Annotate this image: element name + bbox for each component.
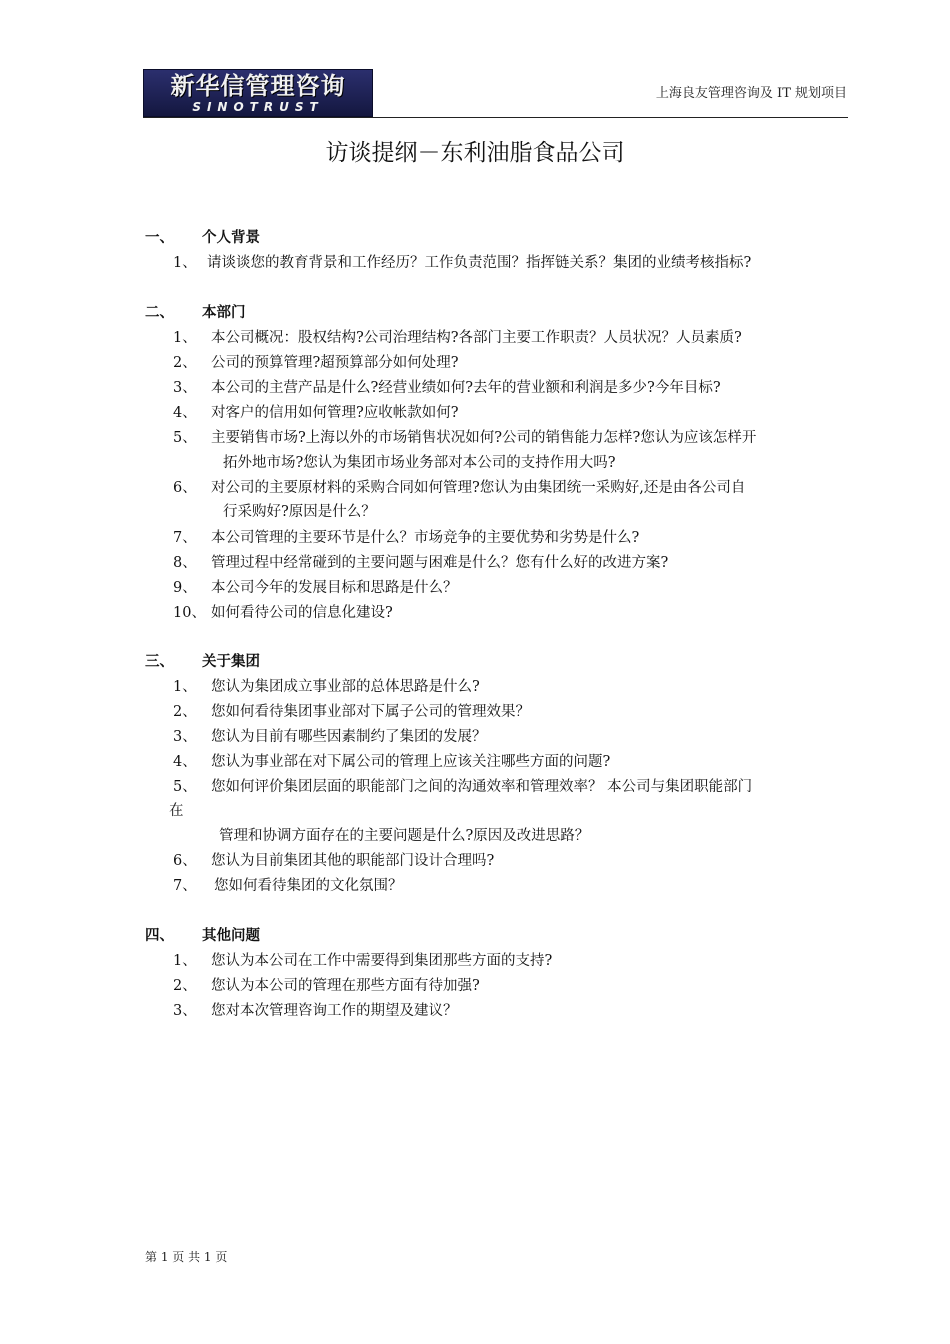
item-text: 您如何评价集团层面的职能部门之间的沟通效率和管理效率？ 本公司与集团职能部门 [211,779,753,795]
section-heading [145,228,260,248]
document-title: 访谈提纲－东利油脂食品公司 [325,140,625,166]
item-number: 6、 [173,480,197,496]
item-number: 7、 [173,878,197,894]
item-text: 您认为目前集团其他的职能部门设计合理吗? [211,853,495,869]
item-text: 您如何看待集团的文化氛围？ [214,878,403,894]
item-number: 9、 [173,580,197,596]
logo-chinese-text: 新华信管理咨询 [170,72,346,100]
item-text: 您认为集团成立事业部的总体思路是什么? [211,679,480,695]
item-number: 3、 [173,380,197,396]
page-footer: 第 1 页 共 1 页 [145,1250,228,1264]
item-number: 1、 [173,330,197,346]
item-text: 您如何看待集团事业部对下属子公司的管理效果？ [211,704,530,720]
item-text-continuation: 拓外地市场?您认为集团市场业务部对本公司的支持作用大吗? [223,455,616,471]
item-number: 1、 [173,679,197,695]
item-text: 您认为本公司的管理在那些方面有待加强? [211,978,480,994]
item-number: 2、 [173,978,197,994]
project-name: 上海良友管理咨询及 IT 规划项目 [655,86,847,101]
section-heading [145,652,260,672]
item-text: 管理过程中经常碰到的主要问题与困难是什么？您有什么好的改进方案? [211,555,669,571]
item-number: 7、 [173,530,197,546]
item-text: 您认为本公司在工作中需要得到集团那些方面的支持? [211,953,553,969]
item-number: 1、 [173,953,197,969]
item-number: 8、 [173,555,197,571]
item-text: 您对本次管理咨询工作的期望及建议？ [211,1003,458,1019]
item-text: 对客户的信用如何管理?应收帐款如何? [211,405,459,421]
item-text: 对公司的主要原材料的采购合同如何管理?您认为由集团统一采购好,还是由各公司自 [211,480,746,496]
item-number: 5、 [173,779,197,795]
item-text-wrap: 在 [169,803,184,819]
item-number: 5、 [173,430,197,446]
section-label: 个人背景 [202,229,260,246]
item-number: 4、 [173,754,197,770]
item-text: 公司的预算管理?超预算部分如何处理? [211,355,459,371]
item-text: 您认为目前有哪些因素制约了集团的发展？ [211,729,487,745]
item-text: 如何看待公司的信息化建设? [211,605,393,621]
section-number: 三、 [145,653,174,670]
item-number: 3、 [173,729,197,745]
item-number: 6、 [173,853,197,869]
item-text-continuation: 行采购好?原因是什么？ [223,504,376,520]
item-text: 本公司概况：股权结构?公司治理结构?各部门主要工作职责？人员状况？人员素质? [211,330,742,346]
item-text-continuation: 管理和协调方面存在的主要问题是什么?原因及改进思路？ [219,828,590,844]
sinotrust-logo [143,69,373,117]
item-text: 您认为事业部在对下属公司的管理上应该关注哪些方面的问题? [211,754,611,770]
section-label: 其他问题 [202,927,260,944]
item-number: 4、 [173,405,197,421]
item-text: 本公司今年的发展目标和思路是什么？ [211,580,458,596]
section-heading [145,303,246,323]
section-number: 二、 [145,304,174,321]
item-number: 3、 [173,1003,197,1019]
logo-english-text: SINOTRUST [192,100,324,114]
item-number: 2、 [173,355,197,371]
item-text: 本公司的主营产品是什么?经营业绩如何?去年的营业额和利润是多少?今年目标? [211,380,721,396]
item-number: 1、 [173,255,197,271]
section-number: 一、 [145,229,174,246]
section-heading [145,926,260,946]
item-text: 主要销售市场?上海以外的市场销售状况如何?公司的销售能力怎样?您认为应该怎样开 [211,430,757,446]
item-number: 2、 [173,704,197,720]
section-label: 关于集团 [202,653,260,670]
item-text: 本公司管理的主要环节是什么？市场竞争的主要优势和劣势是什么? [211,530,640,546]
item-number: 10、 [173,605,206,621]
header-divider [143,117,848,118]
section-number: 四、 [145,927,174,944]
item-text: 请谈谈您的教育背景和工作经历？工作负责范围？指挥链关系？集团的业绩考核指标? [207,255,752,271]
section-label: 本部门 [202,304,246,321]
